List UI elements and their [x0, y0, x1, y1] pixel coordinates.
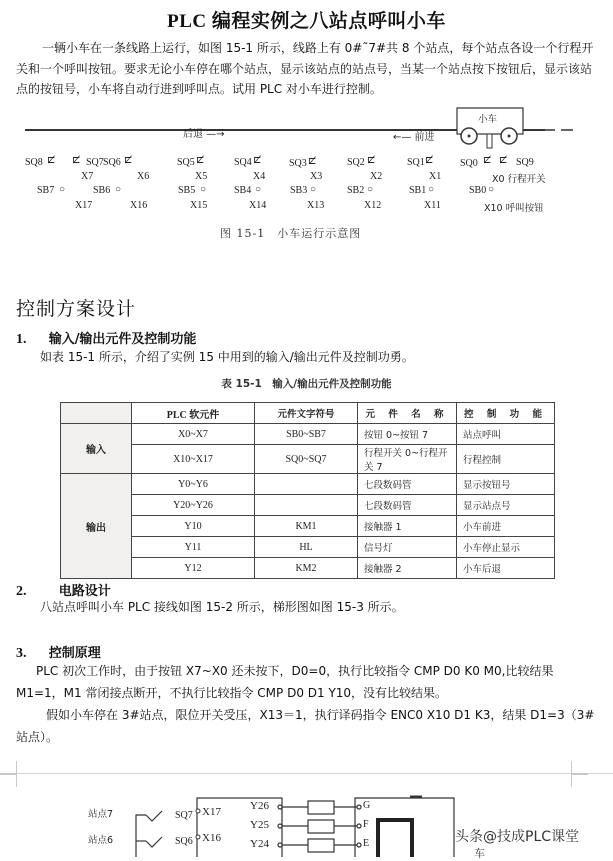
switch-label: SQ3: [289, 158, 307, 169]
table-cell: 行程控制: [457, 445, 555, 474]
switch-input: X6: [137, 171, 150, 182]
subsection-heading: [16, 328, 196, 348]
limit-switch-icon: ⊏̸: [72, 155, 81, 166]
limit-switch-icon: ⊏̸: [47, 155, 56, 166]
call-button-icon: ○: [255, 184, 262, 195]
switch-label: SQ8: [25, 157, 43, 168]
call-button-icon: ○: [428, 184, 435, 195]
switch-label: SQ1: [407, 157, 425, 168]
table-cell: Y12: [132, 558, 255, 579]
button-input: X14: [249, 200, 267, 211]
section-title: 控制方案设计: [16, 298, 137, 320]
button-input: X13: [307, 200, 325, 211]
table-cell: 七段数码管: [358, 474, 457, 495]
io-table: [60, 402, 555, 579]
button-input: X11: [424, 200, 441, 211]
switch-label: SQ9: [516, 157, 534, 168]
subsection-title: 输入/输出元件及控制功能: [48, 332, 197, 347]
table-cell: [255, 474, 358, 495]
call-button-label: SB5: [178, 185, 196, 196]
call-button-label: SB2: [347, 185, 365, 196]
page-corner-mark: [0, 774, 17, 787]
subsection-number: 2.: [16, 584, 27, 599]
switch-input: X4: [253, 171, 266, 182]
table-header-cell: 控 制 功 能: [457, 403, 555, 424]
subsection-number: 1.: [16, 332, 27, 347]
table-header-cell: PLC 软元件: [132, 403, 255, 424]
limit-switch-icon: ⊏̸: [483, 155, 492, 166]
table-cell: 小车后退: [457, 558, 555, 579]
table-header-row: [61, 403, 555, 424]
switch-label: SQ7: [86, 157, 104, 168]
subsection-title: 控制原理: [48, 646, 101, 661]
table-cell: 显示站点号: [457, 495, 555, 516]
subsection-heading: [16, 580, 111, 600]
document-title: PLC 编程实例之八站点呼叫小车: [167, 11, 446, 32]
group-cell-input: 输入: [61, 424, 132, 474]
table-cell: [255, 495, 358, 516]
group-cell-output: 输出: [61, 474, 132, 579]
table-cell: SQ0~SQ7: [255, 445, 358, 474]
plc-output: Y24: [250, 838, 269, 850]
table-cell: 行程开关 0~行程开关 7: [358, 445, 457, 474]
switch-label: SQ5: [177, 157, 195, 168]
table-row: [61, 474, 555, 495]
wiring-diagram: [80, 790, 460, 857]
subsection-heading: [16, 642, 101, 662]
call-button-icon: ○: [115, 184, 122, 195]
switch-label: SQ2: [347, 157, 365, 168]
switch-label: SQ6: [175, 836, 193, 847]
table-cell: KM2: [255, 558, 358, 579]
call-button-icon: ○: [200, 184, 207, 195]
call-button-icon: ○: [367, 184, 374, 195]
table-header-cell: 元件文字符号: [255, 403, 358, 424]
limit-switch-icon: ⊏̸: [124, 155, 133, 166]
limit-switch-icon: ⊏̸: [308, 156, 317, 167]
segment-label: E: [363, 838, 370, 849]
page-corner-mark: [0, 761, 17, 774]
switch-input: X7: [81, 171, 94, 182]
table-cell: 小车停止显示: [457, 537, 555, 558]
page-corner-mark: [571, 774, 588, 787]
table-row: [61, 537, 555, 558]
table-cell: X10~X17: [132, 445, 255, 474]
table-row: [61, 495, 555, 516]
plc-input: X17: [202, 806, 221, 818]
table-header-cell: 元 件 名 称: [358, 403, 457, 424]
table-cell: 按钮 0~按钮 7: [358, 424, 457, 445]
switch-label: SQ0: [460, 158, 478, 169]
button-input: X12: [364, 200, 382, 211]
plc-output: Y25: [250, 819, 269, 831]
page-break: [0, 773, 613, 774]
limit-switch-icon: [146, 811, 162, 821]
switch-label: SQ4: [234, 157, 252, 168]
intro-text: 一辆小车在一条线路上运行，如图 15-1 所示，线路上有 0#˜7#共 8 个站点，每个站点各设一个行程开关和一个呼叫按钮。要求无论小车停在哪个站点，显示该站点的站点号，当某一个站点按下按钮后，显示该站点的按钮号，小车将自动行进到呼叫点。试用 PLC 对小车进行控制。: [16, 41, 594, 96]
switch-input: X5: [195, 171, 208, 182]
button-input: X10 呼叫按钮: [484, 203, 544, 214]
call-button-icon: ○: [488, 184, 495, 195]
table-cell: Y20~Y26: [132, 495, 255, 516]
table-cell: X0~X7: [132, 424, 255, 445]
call-button-label: SB7: [37, 185, 55, 196]
table-cell: HL: [255, 537, 358, 558]
car-label: 小车: [478, 114, 498, 125]
table-cell: Y11: [132, 537, 255, 558]
page-corner-mark: [571, 761, 588, 774]
table-header-cell: [61, 403, 132, 424]
call-button-label: SB1: [409, 185, 427, 196]
call-button-icon: ○: [310, 184, 317, 195]
watermark: 头条@技成PLC课堂: [455, 829, 580, 845]
table-row: [61, 424, 555, 445]
table-cell: 站点呼叫: [457, 424, 555, 445]
backward-label: 后退 —→: [183, 129, 225, 140]
segment-label: G: [363, 800, 371, 811]
plc-output: Y26: [250, 800, 269, 812]
switch-label: SQ7: [175, 810, 193, 821]
plc-input: X16: [202, 832, 221, 844]
subsection-text: 如表 15-1 所示，介绍了实例 15 中用到的输入/输出元件及控制功勇。: [40, 350, 414, 364]
subsection-number: 3.: [16, 646, 27, 661]
table-row: [61, 516, 555, 537]
limit-switch-icon: ⊏̸: [425, 155, 434, 166]
subsection-text: 八站点呼叫小车 PLC 接线如图 15-2 所示，梯形图如图 15-3 所示。: [40, 600, 404, 614]
paragraph-text: PLC 初次工作时，由于按钮 X7~X0 还未按下，D0=0，执行比较指令 CMP D0 K0 M0,比较结果 M1=1，M1 常闭接点断开，不执行比较指令 CMP D0 D1 Y10，没有比较结果。: [16, 664, 554, 700]
segment-label: F: [363, 819, 369, 830]
table-cell: KM1: [255, 516, 358, 537]
limit-switch-icon: ⊏̸: [253, 155, 262, 166]
switch-input: X0 行程开关: [492, 174, 546, 185]
figure-caption: 图 15-1 小车运行示意图: [220, 227, 362, 240]
table-cell: Y10: [132, 516, 255, 537]
table-cell: 接触器 1: [358, 516, 457, 537]
table-row: [61, 445, 555, 474]
call-button-label: SB3: [290, 185, 308, 196]
call-button-label: SB4: [234, 185, 252, 196]
station-label: 站点7: [88, 809, 114, 820]
call-button-icon: ○: [59, 184, 66, 195]
table-cell: 接触器 2: [358, 558, 457, 579]
button-input: X17: [75, 200, 93, 211]
limit-switch-icon: ⊏̸: [367, 155, 376, 166]
table-cell: SB0~SB7: [255, 424, 358, 445]
diagram-fragment-text: 车: [474, 847, 485, 860]
figure-car-track: [25, 113, 585, 243]
table-caption: 表 15-1 输入/输出元件及控制功能: [221, 378, 392, 390]
table-cell: Y0~Y6: [132, 474, 255, 495]
seven-segment-display: [376, 818, 414, 857]
switch-label: SQ6: [103, 157, 121, 168]
button-input: X16: [130, 200, 148, 211]
table-cell: 七段数码管: [358, 495, 457, 516]
subsection-title: 电路设计: [58, 584, 111, 599]
forward-label: ←— 前进: [393, 132, 435, 143]
call-button-label: SB0: [469, 185, 487, 196]
table-cell: 显示按钮号: [457, 474, 555, 495]
switch-input: X3: [310, 171, 323, 182]
limit-switch-icon: ⊏̸: [499, 155, 508, 166]
table-cell: 小车前进: [457, 516, 555, 537]
limit-switch-icon: ⊏̸: [196, 155, 205, 166]
limit-switch-icon: [146, 837, 162, 847]
button-input: X15: [190, 200, 208, 211]
paragraph-text: 假如小车停在 3#站点，限位开关受压，X13＝1，执行译码指令 ENC0 X10 D1 K3，结果 D1=3（3#站点）。: [16, 708, 595, 744]
intro-paragraph: [16, 38, 598, 100]
table-cell: 信号灯: [358, 537, 457, 558]
station-label: 站点6: [88, 835, 114, 846]
call-button-label: SB6: [93, 185, 111, 196]
switch-input: X1: [429, 171, 442, 182]
subsection-text: [16, 660, 596, 748]
switch-input: X2: [370, 171, 383, 182]
table-row: [61, 558, 555, 579]
